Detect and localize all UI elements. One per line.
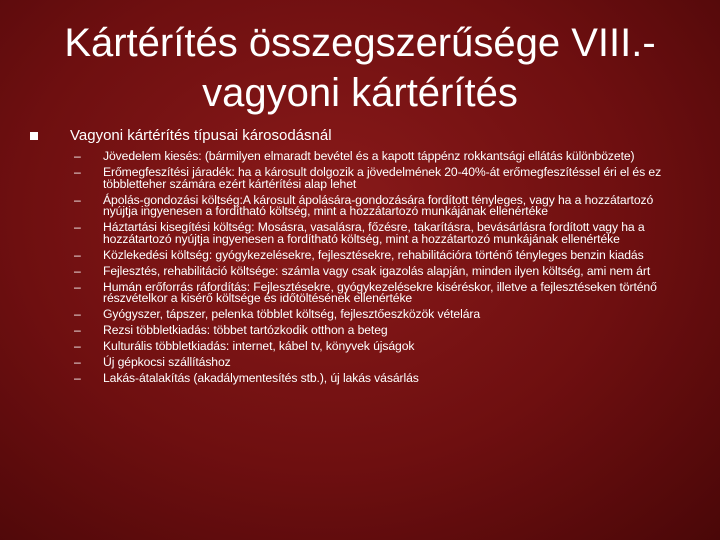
square-bullet-icon bbox=[30, 132, 38, 140]
dash-bullet-icon: – bbox=[74, 164, 81, 179]
dash-bullet-icon: – bbox=[74, 279, 81, 294]
slide-title bbox=[40, 18, 680, 118]
dash-bullet-icon: – bbox=[74, 220, 81, 235]
dash-bullet-icon: – bbox=[74, 192, 81, 207]
sub-bullet-list bbox=[74, 151, 674, 389]
list-item-text: Fejlesztés, rehabilitáció költsége: számla vagy csak igazolás alapján, minden ilyen költség, ami nem árt bbox=[103, 263, 651, 278]
dash-bullet-icon: – bbox=[74, 339, 81, 354]
dash-bullet-icon: – bbox=[74, 371, 81, 386]
dash-bullet-icon: – bbox=[74, 323, 81, 338]
list-item-text: Új gépkocsi szállításhoz bbox=[103, 355, 231, 370]
dash-bullet-icon: – bbox=[74, 355, 81, 370]
list-item-text: Ápolás-gondozási költség:A károsult ápolására-gondozására fordított tényleges, vagy ha a hozzátartozó nyújtja ingyenesen a fordítható költség, mint a hozzátartozó munkájának ellenértéke bbox=[103, 192, 654, 219]
list-item-text: Kulturális többletkiadás: internet, kábel tv, könyvek újságok bbox=[103, 339, 415, 354]
list-item-text: Rezsi többletkiadás: többet tartózkodik otthon a beteg bbox=[103, 323, 388, 338]
list-item bbox=[74, 247, 674, 262]
slide-title-line-2: vagyoni kártérítés bbox=[202, 71, 518, 115]
list-item bbox=[74, 222, 674, 245]
list-item bbox=[74, 263, 674, 278]
list-item bbox=[74, 341, 674, 353]
list-item bbox=[74, 357, 674, 369]
dash-bullet-icon: – bbox=[74, 263, 81, 278]
dash-bullet-icon: – bbox=[74, 307, 81, 322]
list-item bbox=[74, 373, 674, 385]
list-item bbox=[74, 192, 674, 219]
list-item-text: Humán erőforrás ráfordítás: Fejlesztésekre, gyógykezelésekre kiséréskor, illetve a fejlesztéseken történő részvételkor a kisérő költsége és időtöltésének ellenértéke bbox=[103, 279, 657, 306]
list-item bbox=[74, 164, 674, 191]
main-bullet-label: Vagyoni kártérítés típusai károsodásnál bbox=[70, 127, 332, 144]
dash-bullet-icon: – bbox=[74, 247, 81, 262]
list-item-text: Erőmegfeszítési járadék: ha a károsult dolgozik a jövedelmének 20-40%-át erőmegfeszítéssel éri el és ez többletteher számára ezért kártérítési alap lehet bbox=[103, 164, 662, 191]
list-item-text: Lakás-átalakítás (akadálymentesítés stb.), új lakás vásárlás bbox=[103, 371, 419, 386]
list-item bbox=[74, 151, 674, 163]
list-item-text: Gyógyszer, tápszer, pelenka többlet költség, fejlesztőeszközök vételára bbox=[103, 307, 481, 322]
list-item-text: Jövedelem kiesés: (bármilyen elmaradt bevétel és a kapott táppénz rokkantsági ellátás különbözete) bbox=[103, 149, 635, 163]
slide-title-line-1: Kártérítés összegszerűsége VIII.- bbox=[64, 21, 656, 65]
list-item bbox=[74, 325, 674, 337]
list-item-text: Közlekedési költség: gyógykezelésekre, fejlesztésekre, rehabilitációra történő tényleges benzin kiadás bbox=[103, 247, 644, 262]
list-item bbox=[74, 309, 674, 321]
list-item bbox=[74, 279, 674, 306]
dash-bullet-icon: – bbox=[74, 149, 81, 163]
list-item-text: Háztartási kisegítési költség: Mosásra, vasalásra, főzésre, takarításra, bevásárlásra fordított vagy ha a hozzátartozó nyújtja ingyenesen a fordítható költség, mint a hozzátartozó munkájának ellenértéke bbox=[103, 220, 645, 246]
